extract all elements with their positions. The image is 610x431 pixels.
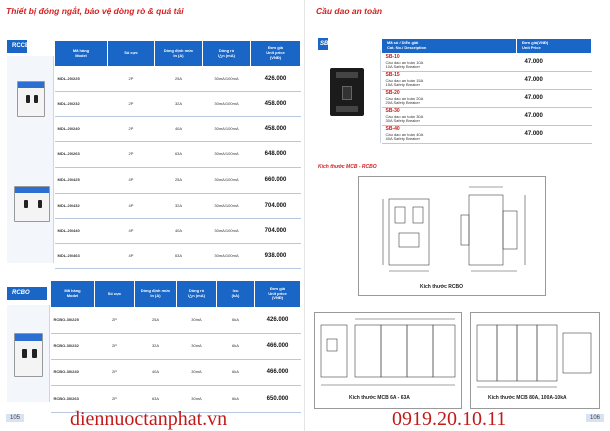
rccb-header-rated-current: Dòng định mức In (A) bbox=[155, 41, 203, 67]
cell-model: MDL-20/240 bbox=[55, 117, 108, 142]
cell-leakage: 30mA/100mA bbox=[203, 142, 251, 168]
cell-icu: 6kA bbox=[217, 334, 255, 360]
cell-price: 938.000 bbox=[251, 244, 301, 269]
footer-phone: 0919.20.10.11 bbox=[392, 408, 507, 430]
cell-current: 32A bbox=[135, 334, 177, 360]
sb-header-price: Đơn giá(VNĐ) Unit Price bbox=[517, 39, 592, 54]
sb-desc-en: 30A Safety Breaker bbox=[385, 118, 420, 124]
cell-current: 63A bbox=[135, 386, 177, 413]
cell-poles: 4P bbox=[108, 168, 155, 194]
cell-model: RCBO-30/225 bbox=[51, 308, 95, 334]
cell-current: 40A bbox=[135, 360, 177, 386]
cell-description bbox=[382, 54, 517, 72]
rcbo-table bbox=[50, 280, 301, 413]
table-row bbox=[51, 334, 301, 360]
cell-leakage: 30mA bbox=[177, 360, 217, 386]
rcbo-header-rated-current: Dòng định mức In (A) bbox=[135, 281, 177, 308]
sb-desc-en: 15A Safety Breaker bbox=[385, 82, 420, 88]
sb-code: SB-20 bbox=[385, 90, 400, 97]
safety-breaker-image bbox=[330, 68, 364, 116]
page-divider bbox=[304, 0, 305, 431]
rccb-header-poles: Số cực bbox=[108, 41, 155, 67]
right-page-number: 106 bbox=[586, 414, 604, 422]
left-section-title: Thiết bị đóng ngắt, bảo vệ dòng rò & quá tải bbox=[6, 6, 184, 16]
cell-leakage: 30mA/100mA bbox=[203, 244, 251, 269]
rcbo-dimension-drawing bbox=[358, 176, 546, 296]
rcbo-header-price: Đơn giá Unit price (VNĐ) bbox=[255, 281, 301, 308]
cell-price: 47.000 bbox=[517, 90, 592, 108]
cell-poles: 2P bbox=[95, 334, 135, 360]
cell-price: 47.000 bbox=[517, 126, 592, 144]
cell-price: 466.000 bbox=[255, 334, 301, 360]
mcb-80-100-dimension-svg bbox=[471, 313, 599, 408]
sb-table bbox=[381, 38, 592, 144]
cell-current: 32A bbox=[155, 194, 203, 219]
cell-poles: 2P bbox=[108, 67, 155, 92]
cell-icu: 6kA bbox=[217, 386, 255, 413]
footer-website: diennuoctanphat.vn bbox=[70, 408, 228, 430]
sb-desc-vn: Cầu dao an toàn 10A bbox=[385, 59, 424, 65]
cell-price: 650.000 bbox=[255, 386, 301, 413]
cell-leakage: 30mA bbox=[177, 308, 217, 334]
cell-poles: 4P bbox=[108, 244, 155, 269]
rcbo-dimension-svg bbox=[359, 177, 545, 295]
sb-image-column bbox=[318, 50, 381, 143]
rccb-header-price: Đơn giá Unit price (VNĐ) bbox=[251, 41, 301, 67]
cell-model: MDL-20/463 bbox=[55, 244, 108, 269]
cell-model: MDL-20/425 bbox=[55, 168, 108, 194]
left-page-number: 105 bbox=[6, 414, 24, 422]
sb-code: SB-30 bbox=[385, 108, 400, 115]
cell-leakage: 30mA/100mA bbox=[203, 219, 251, 244]
sb-code: SB-10 bbox=[385, 54, 400, 61]
rcbo-header-icu: Icu (kA) bbox=[217, 281, 255, 308]
cell-price: 660.000 bbox=[251, 168, 301, 194]
table-row bbox=[55, 142, 301, 168]
sb-desc-vn: Cầu dao an toàn 40A bbox=[385, 131, 424, 137]
table-row bbox=[55, 168, 301, 194]
cell-price: 466.000 bbox=[255, 360, 301, 386]
rccb-label: RCCB bbox=[7, 40, 27, 53]
cell-poles: 2P bbox=[95, 386, 135, 413]
mcb-80-100-caption: Kích thước MCB 80A, 100A-10kA bbox=[488, 395, 567, 401]
table-row bbox=[55, 194, 301, 219]
cell-price: 47.000 bbox=[517, 72, 592, 90]
cell-description bbox=[382, 108, 517, 126]
table-row bbox=[55, 244, 301, 269]
cell-current: 25A bbox=[155, 168, 203, 194]
cell-current: 63A bbox=[155, 244, 203, 269]
cell-leakage: 30mA bbox=[177, 334, 217, 360]
table-row bbox=[55, 117, 301, 142]
cell-leakage: 30mA/100mA bbox=[203, 92, 251, 117]
cell-price: 47.000 bbox=[517, 108, 592, 126]
right-section-title: Cầu dao an toàn bbox=[316, 6, 383, 16]
cell-leakage: 30mA bbox=[177, 386, 217, 413]
cell-current: 32A bbox=[155, 92, 203, 117]
cell-model: MDL-20/432 bbox=[55, 194, 108, 219]
sb-desc-en: 40A Safety Breaker bbox=[385, 136, 420, 142]
cell-price: 426.000 bbox=[255, 308, 301, 334]
cell-description bbox=[382, 90, 517, 108]
cell-poles: 4P bbox=[108, 194, 155, 219]
table-row bbox=[382, 126, 592, 144]
sb-desc-en: 20A Safety Breaker bbox=[385, 100, 420, 106]
mcb-6-63-caption: Kích thước MCB 6A - 63A bbox=[349, 395, 410, 401]
rcbo-label: RCBO bbox=[7, 287, 47, 300]
cell-price: 704.000 bbox=[251, 219, 301, 244]
cell-model: MDL-20/225 bbox=[55, 67, 108, 92]
cell-icu: 6kA bbox=[217, 360, 255, 386]
cell-model: RCBO-30/263 bbox=[51, 386, 95, 413]
cell-price: 704.000 bbox=[251, 194, 301, 219]
mcb-6-63-dimension-svg bbox=[315, 313, 461, 408]
table-row bbox=[382, 72, 592, 90]
cell-price: 47.000 bbox=[517, 54, 592, 72]
rcbo-image-column bbox=[7, 305, 50, 402]
rccb-header-model: Mã hàng Model bbox=[55, 41, 108, 67]
cell-model: RCBO-30/240 bbox=[51, 360, 95, 386]
sb-desc-en: 10A Safety Breaker bbox=[385, 64, 420, 70]
cell-model: MDL-20/440 bbox=[55, 219, 108, 244]
table-row bbox=[55, 92, 301, 117]
cell-model: RCBO-30/232 bbox=[51, 334, 95, 360]
table-row bbox=[55, 219, 301, 244]
cell-current: 25A bbox=[155, 67, 203, 92]
cell-price: 648.000 bbox=[251, 142, 301, 168]
rccb-image-column bbox=[7, 56, 54, 263]
cell-poles: 2P bbox=[95, 308, 135, 334]
rcbo-device-image bbox=[14, 333, 43, 377]
sb-label: SB bbox=[318, 38, 328, 50]
cell-poles: 2P bbox=[108, 142, 155, 168]
rccb-4p-device-image bbox=[14, 186, 50, 222]
cell-leakage: 30mA/100mA bbox=[203, 168, 251, 194]
cell-description bbox=[382, 126, 517, 144]
table-row bbox=[382, 108, 592, 126]
sb-code: SB-40 bbox=[385, 126, 400, 133]
rcbo-header-leakage: Dòng rò I△n (mA) bbox=[177, 281, 217, 308]
cell-price: 458.000 bbox=[251, 92, 301, 117]
sb-code: SB-15 bbox=[385, 72, 400, 79]
rcbo-dimension-caption: Kích thước RCBO bbox=[420, 284, 464, 290]
cell-leakage: 30mA/100mA bbox=[203, 117, 251, 142]
cell-poles: 4P bbox=[108, 219, 155, 244]
sb-desc-vn: Cầu dao an toàn 15A bbox=[385, 77, 424, 83]
table-row bbox=[51, 360, 301, 386]
sb-desc-vn: Cầu dao an toàn 30A bbox=[385, 113, 424, 119]
table-row bbox=[51, 308, 301, 334]
table-row bbox=[55, 67, 301, 92]
cell-model: MDL-20/263 bbox=[55, 142, 108, 168]
dimension-section-title: Kích thước MCB - RCBO bbox=[318, 164, 377, 170]
rcbo-header-poles: Số cực bbox=[95, 281, 135, 308]
cell-leakage: 30mA/100mA bbox=[203, 194, 251, 219]
rccb-table bbox=[54, 40, 301, 269]
cell-poles: 2P bbox=[108, 92, 155, 117]
cell-poles: 2P bbox=[95, 360, 135, 386]
sb-header-description: Mã số / Diễn giải Cat. No./ Description bbox=[382, 39, 517, 54]
rccb-header-leakage: Dòng rò I△n (mA) bbox=[203, 41, 251, 67]
table-row bbox=[382, 90, 592, 108]
rcbo-header-model: Mã hàng Model bbox=[51, 281, 95, 308]
cell-current: 25A bbox=[135, 308, 177, 334]
cell-description bbox=[382, 72, 517, 90]
cell-icu: 6kA bbox=[217, 308, 255, 334]
cell-model: MDL-20/232 bbox=[55, 92, 108, 117]
cell-poles: 2P bbox=[108, 117, 155, 142]
cell-leakage: 30mA/100mA bbox=[203, 67, 251, 92]
cell-current: 63A bbox=[155, 142, 203, 168]
cell-price: 458.000 bbox=[251, 117, 301, 142]
cell-price: 426.000 bbox=[251, 67, 301, 92]
table-row bbox=[382, 54, 592, 72]
cell-current: 40A bbox=[155, 117, 203, 142]
sb-desc-vn: Cầu dao an toàn 20A bbox=[385, 95, 424, 101]
rccb-2p-device-image bbox=[17, 81, 45, 117]
cell-current: 40A bbox=[155, 219, 203, 244]
